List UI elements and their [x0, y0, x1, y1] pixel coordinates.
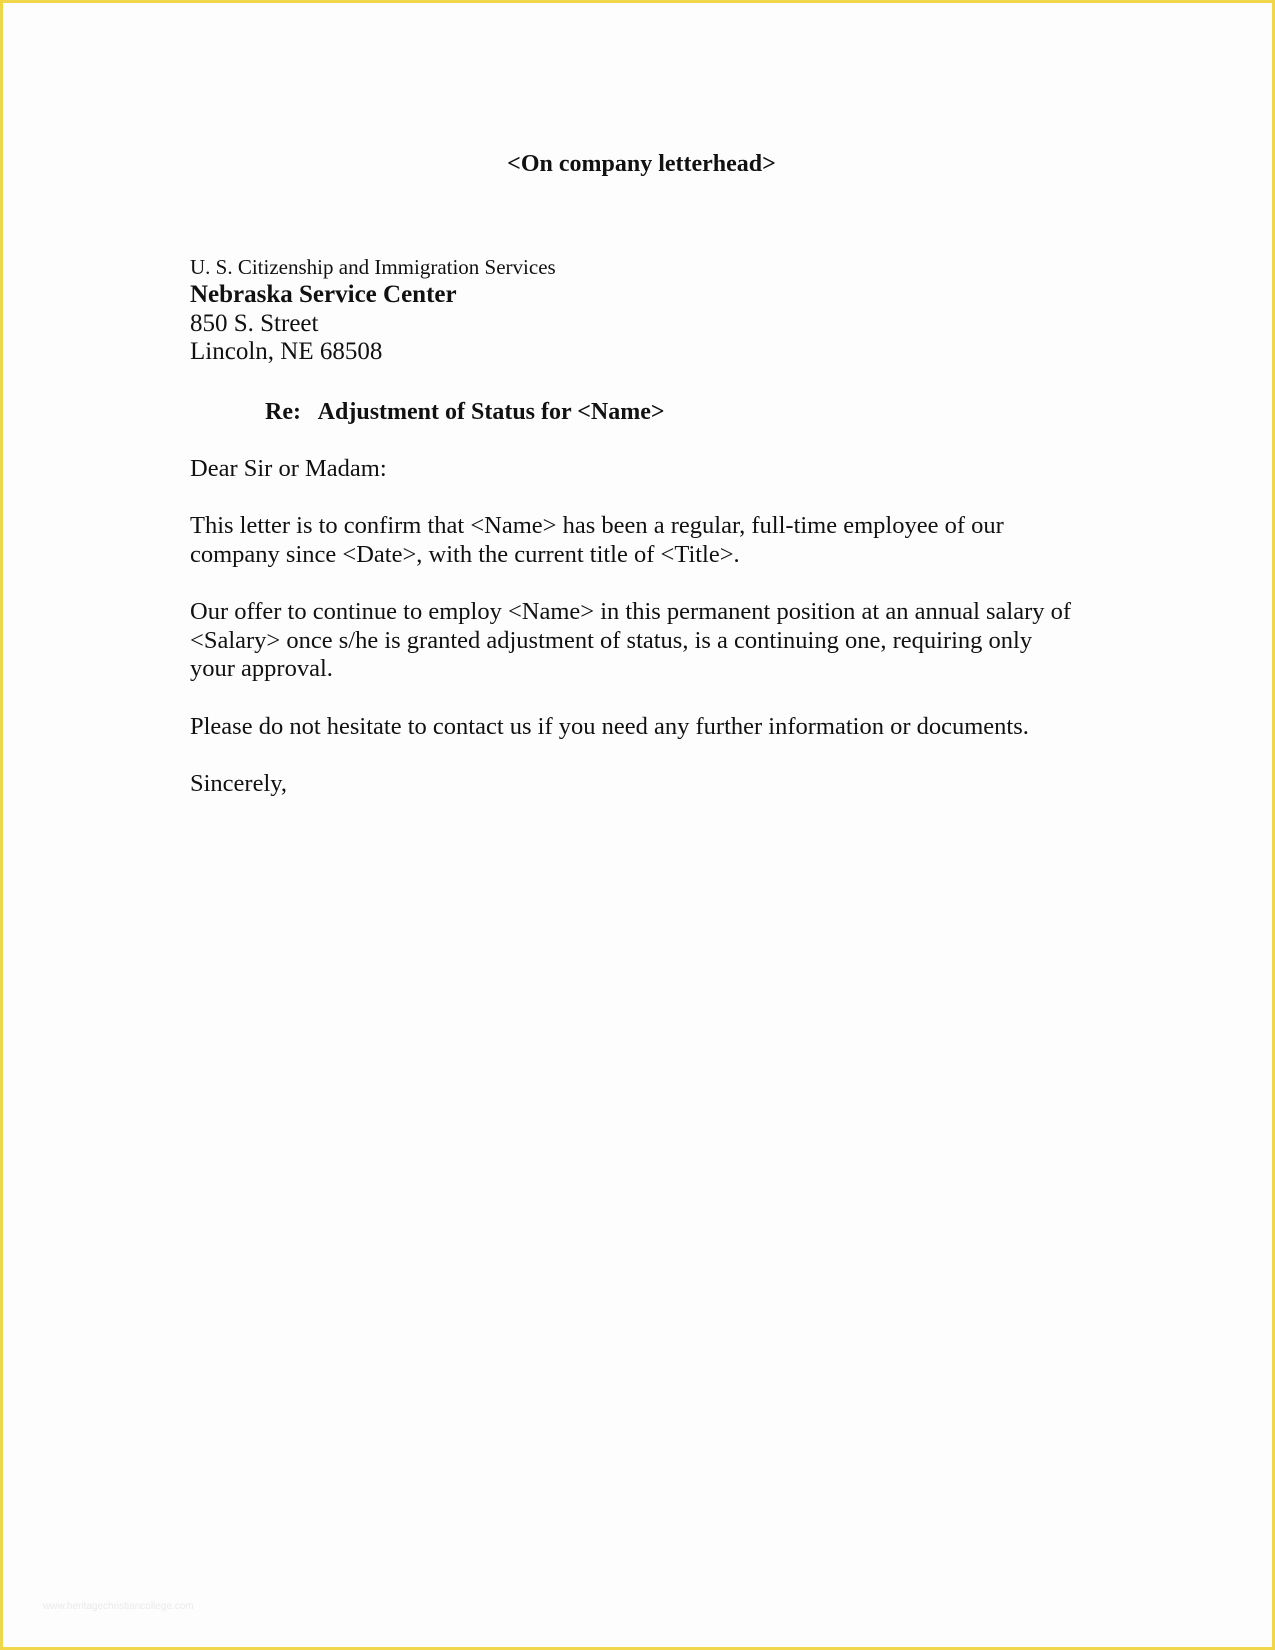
salutation: Dear Sir or Madam:	[190, 455, 387, 482]
watermark-text: www.heritagechristiancollege.com	[43, 1601, 194, 1612]
recipient-street: 850 S. Street	[190, 309, 319, 337]
recipient-service-center: Nebraska Service Center	[190, 281, 457, 308]
letterhead-placeholder: <On company letterhead>	[507, 151, 776, 177]
closing: Sincerely,	[190, 770, 288, 797]
subject-line	[265, 397, 665, 427]
recipient-city-state-zip: Lincoln, NE 68508	[190, 338, 383, 365]
paragraph-line: your approval.	[190, 655, 333, 682]
paragraph-line: <Salary> once s/he is granted adjustment of status, is a continuing one, requiring only	[190, 626, 1033, 654]
paragraph-line: company since <Date>, with the current title of <Title>.	[190, 540, 740, 568]
paragraph-line: This letter is to confirm that <Name> has been a regular, full-time employee of our	[190, 512, 1004, 539]
paragraph-line: Our offer to continue to employ <Name> in this permanent position at an annual salary of	[190, 598, 1072, 625]
subject-label: Re:	[265, 399, 301, 425]
paragraph-contact-request	[190, 713, 1110, 742]
recipient-address	[190, 253, 556, 367]
paragraph-line: Please do not hesitate to contact us if you need any further information or documents.	[190, 713, 1029, 740]
recipient-agency: U. S. Citizenship and Immigration Services	[190, 255, 556, 279]
paragraph-employment-confirmation	[190, 512, 1110, 569]
subject-text: Adjustment of Status for <Name>	[317, 399, 665, 425]
paragraph-job-offer	[190, 598, 1110, 684]
